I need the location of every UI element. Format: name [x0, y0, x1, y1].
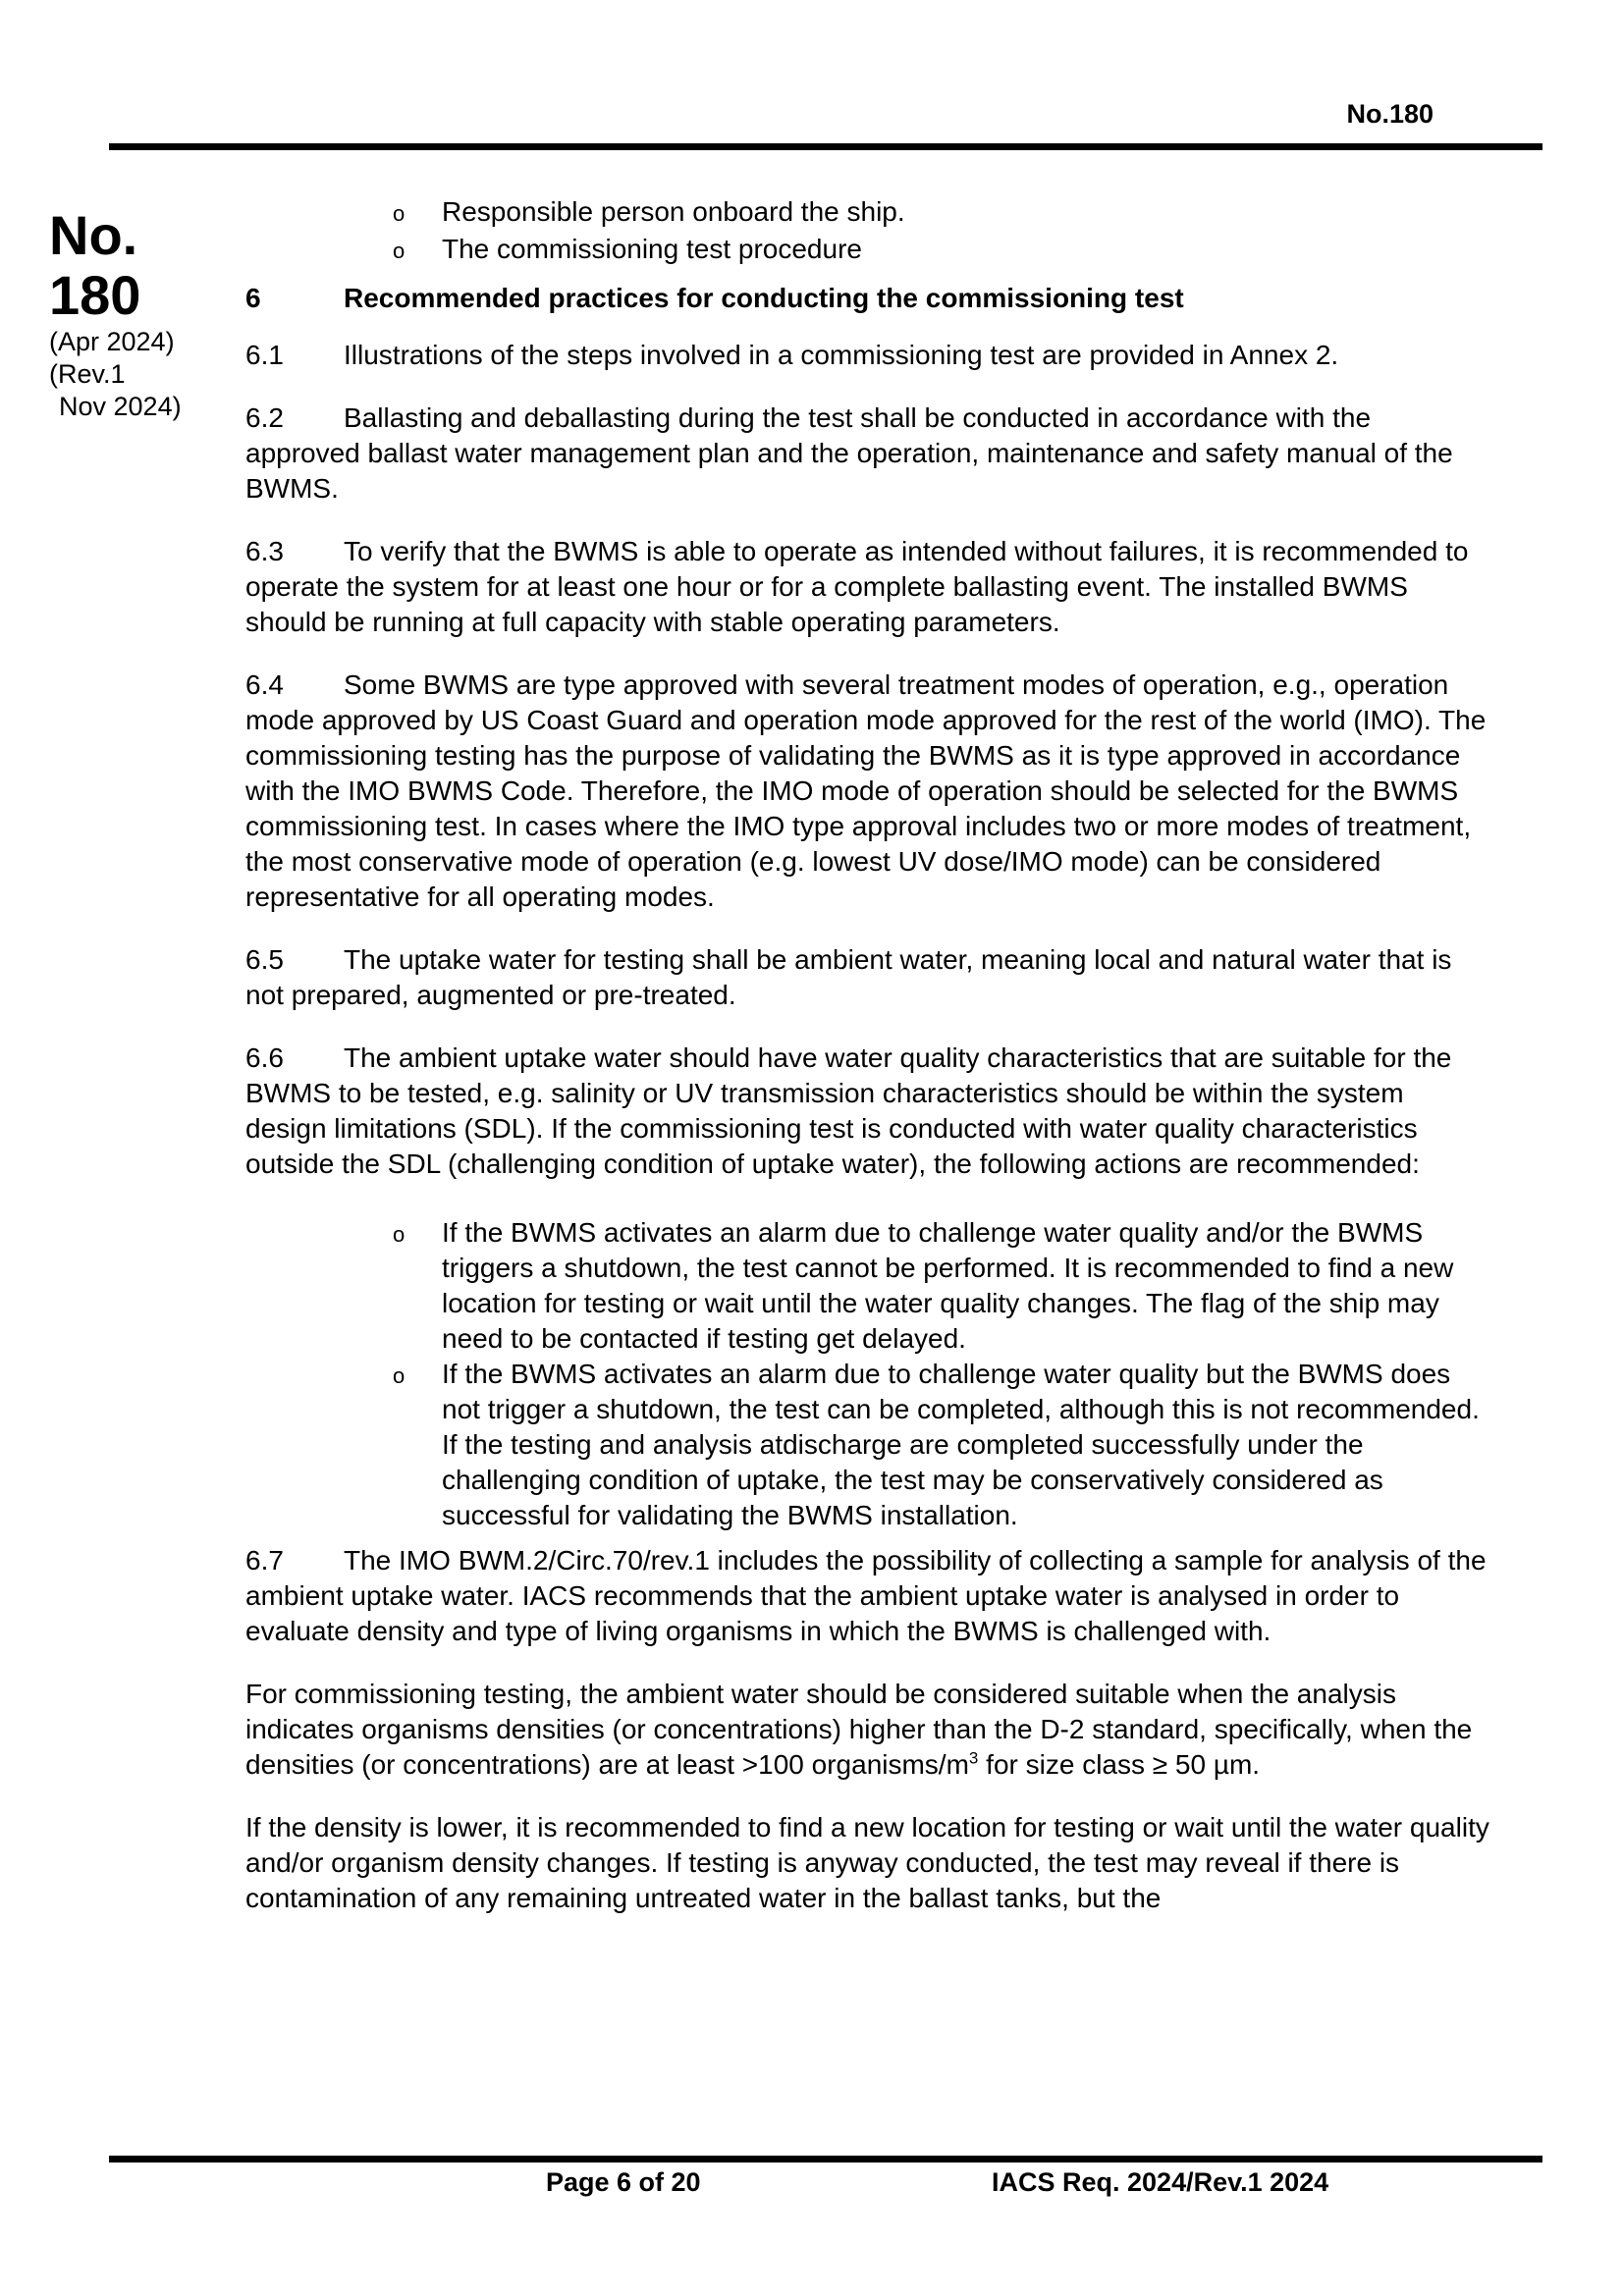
paragraph-number: 6.1 — [245, 340, 284, 370]
paragraph-6-7 — [245, 1543, 1490, 1649]
list-item — [393, 1357, 1490, 1533]
list-item-text: If the BWMS activates an alarm due to challenge water quality but the BWMS does not trigger a shutdown, the test can be completed, although this is not recommended. If the testing and analysis atdischarge are completed successfully under the challenging condition of uptake, the test may be conservatively considered as successful for validating the BWMS installation. — [442, 1359, 1480, 1530]
paragraph-number: 6.3 — [245, 536, 284, 566]
paragraph-number: 6.4 — [245, 669, 284, 700]
sidebar-revision-date: Nov 2024) — [59, 392, 182, 421]
paragraph-number: 6.5 — [245, 944, 284, 975]
paragraph-number: 6.7 — [245, 1545, 284, 1575]
paragraph-text: To verify that the BWMS is able to operate as intended without failures, it is recommended to operate the system for at least one hour or for a complete ballasting event. The installed BWMS should be running at full capacity with stable operating parameters. — [245, 536, 1469, 637]
list-item-text: If the BWMS activates an alarm due to challenge water quality and/or the BWMS triggers a shutdown, the test cannot be performed. It is recommended to find a new location for testing or wait until the water quality changes. The flag of the ship may need to be contacted if testing get delayed. — [442, 1217, 1454, 1354]
paragraph-commissioning — [245, 1677, 1490, 1783]
paragraph-number: 6.2 — [245, 402, 284, 433]
paragraph-text: Some BWMS are type approved with several treatment modes of operation, e.g., operation mode approved by US Coast Guard and operation mode approved for the rest of the world (IMO). The commissioning testing has the purpose of validating the BWMS as it is type approved in accordance with the IMO BWMS Code. Therefore, the IMO mode of operation should be selected for the BWMS commissioning test. In cases where the IMO type approval includes two or more modes of treatment, the most conservative mode of operation (e.g. lowest UV dose/IMO mode) can be considered representative for all operating modes. — [245, 669, 1487, 912]
footer-reference: IACS Req. 2024/Rev.1 2024 — [992, 2167, 1329, 2197]
sidebar — [49, 206, 206, 423]
paragraph-text: The ambient uptake water should have water quality characteristics that are suitable for the BWMS to be tested, e.g. salinity or UV transmission characteristics should be within the system design limitations (SDL). If the commissioning test is conducted with water quality characteristics outside the SDL (challenging condition of uptake water), the following actions are recommended: — [245, 1042, 1452, 1179]
list-item — [393, 194, 1490, 232]
paragraph-number: 6.6 — [245, 1042, 284, 1073]
list-item — [393, 232, 1490, 269]
paragraph-text: The uptake water for testing shall be ambient water, meaning local and natural water that is not prepared, augmented or pre-treated. — [245, 944, 1452, 1010]
paragraph-6-5 — [245, 942, 1490, 1013]
paragraph-text: The IMO BWM.2/Circ.70/rev.1 includes the possibility of collecting a sample for analysis of the ambient uptake water. IACS recommends that the ambient uptake water is analysed in order to evaluate density and type of living organisms in which the BWMS is challenged with. — [245, 1545, 1487, 1646]
section-number: 6 — [245, 283, 261, 313]
footer-page-number: Page 6 of 20 — [546, 2167, 701, 2197]
list-item-text: The commissioning test procedure — [442, 234, 862, 264]
bullet-marker: o — [393, 239, 406, 263]
paragraph-6-1 — [245, 338, 1490, 373]
footer-rule — [109, 2156, 1542, 2163]
paragraph-text: Illustrations of the steps involved in a commissioning test are provided in Annex 2. — [344, 340, 1339, 370]
bullet-marker: o — [393, 1222, 406, 1247]
list-item-text: Responsible person onboard the ship. — [442, 196, 905, 227]
superscript: 3 — [968, 1748, 979, 1768]
paragraph-6-4 — [245, 667, 1490, 915]
sidebar-number: 180 — [49, 264, 141, 326]
header-number: No.180 — [1346, 99, 1434, 129]
paragraph-text: For commissioning testing, the ambient water should be considered suitable when the analysis indicates organisms densities (or concentrations) higher than the D-2 standard, specifically, when the densities (or concentrations) are at least >100 organisms/m — [245, 1679, 1473, 1780]
paragraph-density: If the density is lower, it is recommended to find a new location for testing or wait until the water quality and/or organism density changes. If testing is anyway conducted, the test may reveal if there is contamination of any remaining untreated water in the ballast tanks, but the — [245, 1812, 1489, 1913]
section-title: Recommended practices for conducting the commissioning test — [344, 283, 1184, 313]
sidebar-no: No. — [49, 204, 138, 266]
bullet-marker: o — [393, 201, 406, 226]
bullet-marker: o — [393, 1363, 406, 1388]
bullet-list-6-6 — [245, 1215, 1490, 1533]
paragraph-6-6 — [245, 1041, 1490, 1182]
list-item — [393, 1215, 1490, 1357]
sidebar-revision: (Rev.1 — [49, 359, 126, 389]
sidebar-date: (Apr 2024) — [49, 327, 175, 356]
main-content — [245, 194, 1490, 1916]
paragraph-6-2 — [245, 400, 1490, 507]
paragraph-text: Ballasting and deballasting during the test shall be conducted in accordance with the approved ballast water management plan and the operation, maintenance and safety manual of the BWMS. — [245, 402, 1453, 504]
paragraph-6-3 — [245, 534, 1490, 640]
section-heading — [245, 281, 1490, 316]
paragraph-text-end: for size class ≥ 50 µm. — [978, 1749, 1261, 1780]
header-rule — [109, 143, 1542, 150]
